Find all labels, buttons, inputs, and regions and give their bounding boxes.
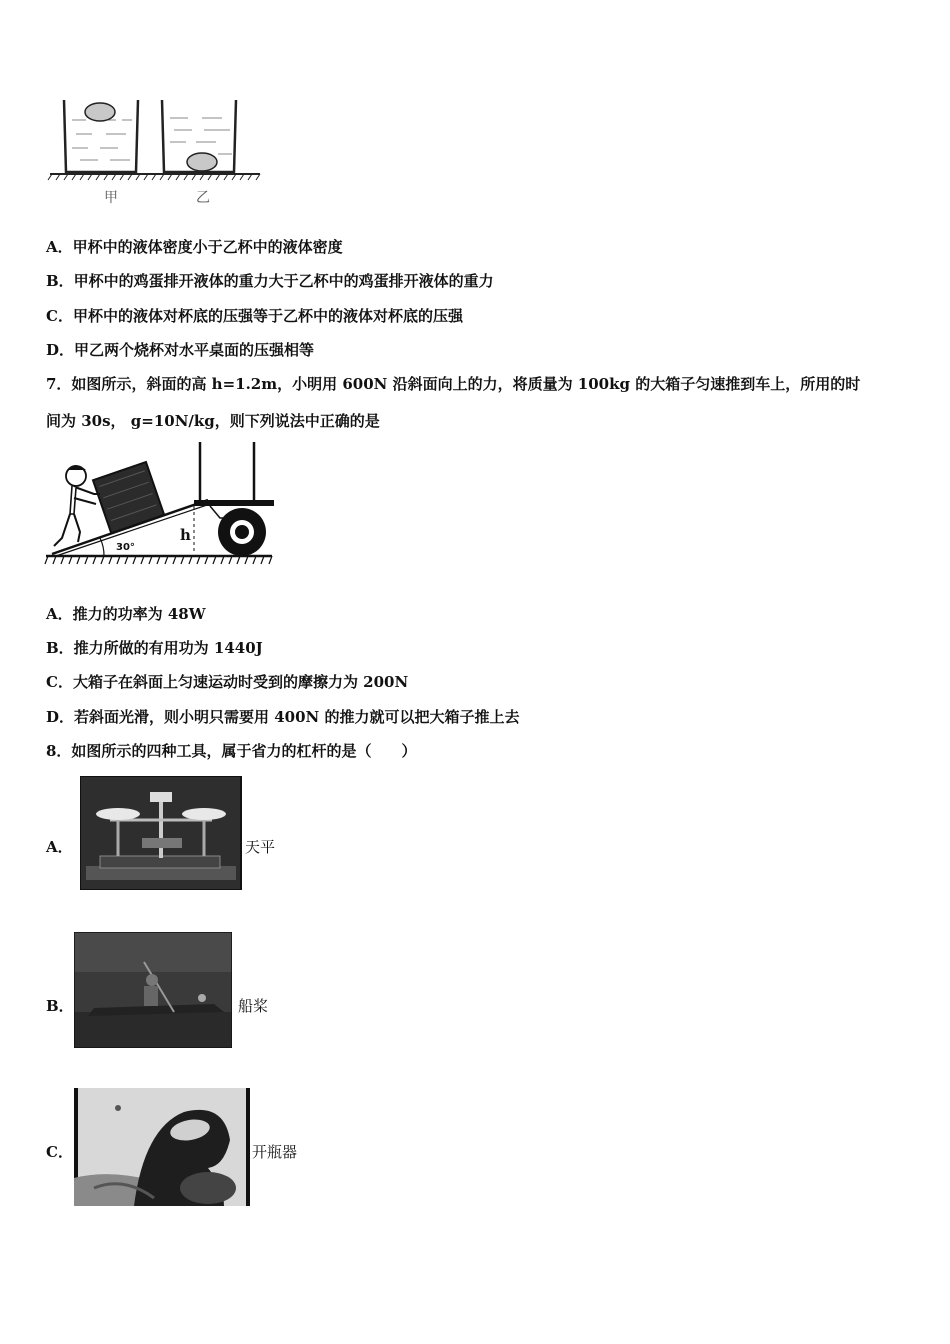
q7-option-b: B．推力所做的有用功为 1440J (46, 639, 263, 657)
q6-option-c: C．甲杯中的液体对杯底的压强等于乙杯中的液体对杯底的压强 (46, 307, 463, 325)
q7-option-c: C．大箱子在斜面上匀速运动时受到的摩擦力为 200N (46, 673, 409, 691)
incline-angle-label: 30° (116, 542, 135, 553)
q8-stem: 8．如图所示的四种工具，属于省力的杠杆的是（ ） (46, 742, 417, 760)
q6-option-a: A．甲杯中的液体密度小于乙杯中的液体密度 (46, 238, 343, 256)
beaker-label-right: 乙 (196, 190, 210, 206)
bottle-opener-photo (74, 1088, 250, 1206)
q8-option-b-letter: B． (46, 997, 74, 1015)
boat-oar-photo (74, 932, 232, 1048)
q6-option-b: B．甲杯中的鸡蛋排开液体的重力大于乙杯中的鸡蛋排开液体的重力 (46, 272, 494, 290)
beakers-figure (46, 96, 268, 208)
q8-option-a-letter: A． (46, 838, 73, 856)
q7-stem-line1: 7．如图所示，斜面的高 h=1.2m，小明用 600N 沿斜面向上的力，将质量为 100kg 的大箱子匀速推到车上，所用的时 (46, 375, 861, 393)
incline-figure (44, 442, 276, 568)
q7-option-a: A．推力的功率为 48W (46, 605, 206, 623)
q8-option-a-label: 天平 (245, 838, 276, 856)
q8-option-c-label: 开瓶器 (252, 1143, 298, 1161)
q8-option-c-letter: C． (46, 1143, 73, 1161)
beaker-label-left: 甲 (104, 190, 118, 206)
balance-scale-photo (80, 776, 242, 890)
incline-height-label: h (180, 526, 191, 544)
q8-option-b-label: 船桨 (238, 997, 269, 1015)
q7-option-d: D．若斜面光滑，则小明只需要用 400N 的推力就可以把大箱子推上去 (46, 708, 520, 726)
q6-option-d: D．甲乙两个烧杯对水平桌面的压强相等 (46, 341, 315, 359)
q7-stem-line2: 间为 30s， g=10N/kg，则下列说法中正确的是 (46, 412, 380, 430)
